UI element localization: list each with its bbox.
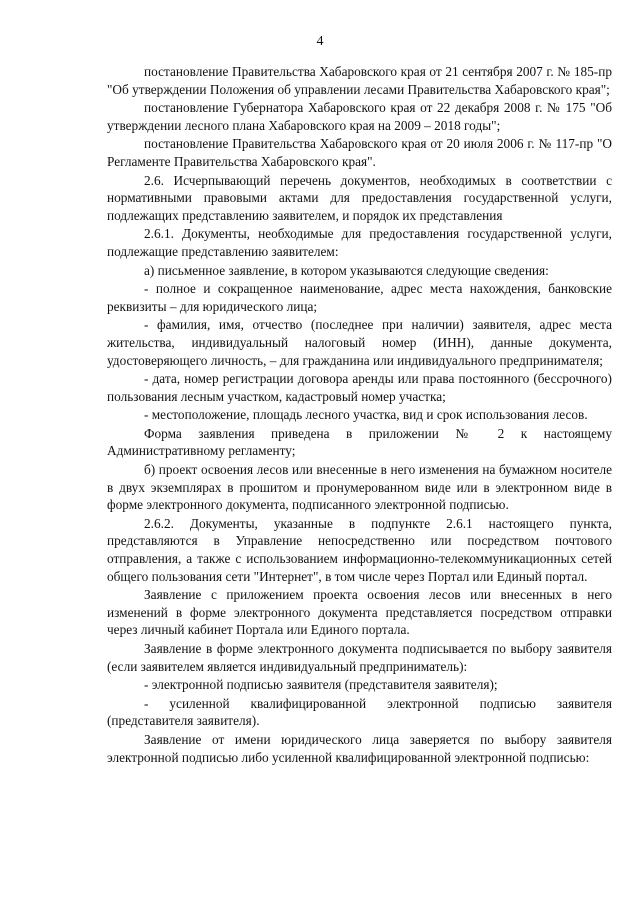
page-number: 4 [316, 34, 324, 49]
paragraph-bullet-citizen: - фамилия, имя, отчество (последнее при наличии) заявителя, адрес места жительства, индивидуальный налоговый номер (ИНН), данные документа, удостоверяющего личность, – для гражданина или индивидуального предпринимателя; [107, 317, 612, 368]
paragraph-electronic-submission: Заявление с приложением проекта освоения лесов или внесенных в него изменений в форме электронного документа представляется посредством отправки через личный кабинет Портала или Единого портала. [107, 587, 612, 638]
paragraph-signature-choice: Заявление в форме электронного документа подписывается по выбору заявителя (если заявителем является индивидуальный предприниматель): [107, 641, 612, 674]
paragraph-decree-2006-117: постановление Правительства Хабаровского края от 20 июля 2006 г. № 117-пр "О Регламенте Правительства Хабаровского края". [107, 136, 612, 169]
paragraph-section-2-6-2: 2.6.2. Документы, указанные в подпункте 2.6.1 настоящего пункта, представляются в Управление непосредственно или посредством почтового отправления, а также с использованием информационно-телекоммуникационных сетей общего пользования сети "Интернет", в том числе через Портал или Единый портал. [107, 515, 612, 584]
paragraph-bullet-location: - местоположение, площадь лесного участка, вид и срок использования лесов. [144, 407, 588, 423]
paragraph-form-reference: Форма заявления приведена в приложении № 2 к настоящему Административному регламенту; [107, 425, 612, 459]
paragraph-bullet-e-signature: - электронной подписью заявителя (представителя заявителя); [144, 677, 498, 693]
paragraph-item-a: а) письменное заявление, в котором указываются следующие сведения: [144, 262, 549, 278]
paragraph-bullet-legal-entity: - полное и сокращенное наименование, адрес места нахождения, банковские реквизиты – для юридического лица; [107, 281, 612, 314]
paragraph-bullet-lease: - дата, номер регистрации договора аренды или права постоянного (бессрочного) пользования лесным участком, кадастровый номер участка; [107, 371, 612, 404]
paragraph-legal-entity-certification: Заявление от имени юридического лица заверяется по выбору заявителя электронной подписью либо усиленной квалифицированной электронной подписью: [107, 731, 612, 765]
paragraph-section-2-6: 2.6. Исчерпывающий перечень документов, необходимых в соответствии с нормативными правовыми актами для предоставления государственной услуги, подлежащих представлению заявителем, и порядок их представления [107, 172, 612, 223]
paragraph-item-b: б) проект освоения лесов или внесенные в него изменения на бумажном носителе в двух экземплярах в прошитом и пронумерованном виде или в электронном виде в форме электронного документа, подписанного электронной подписью. [107, 462, 612, 513]
document-body [107, 63, 612, 767]
paragraph-decree-2008-175: постановление Губернатора Хабаровского края от 22 декабря 2008 г. № 175 "Об утверждении лесного плана Хабаровского края на 2009 – 2018 годы"; [107, 100, 612, 133]
paragraph-section-2-6-1: 2.6.1. Документы, необходимые для предоставления государственной услуги, подлежащие представлению заявителем: [107, 226, 612, 259]
paragraph-decree-2007-185: постановление Правительства Хабаровского края от 21 сентября 2007 г. № 185-пр "Об утверждении Положения об управлении лесами Правительства Хабаровского края"; [107, 64, 612, 97]
paragraph-bullet-qualified-signature: - усиленной квалифицированной электронной подписью заявителя (представителя заявителя). [107, 695, 612, 729]
